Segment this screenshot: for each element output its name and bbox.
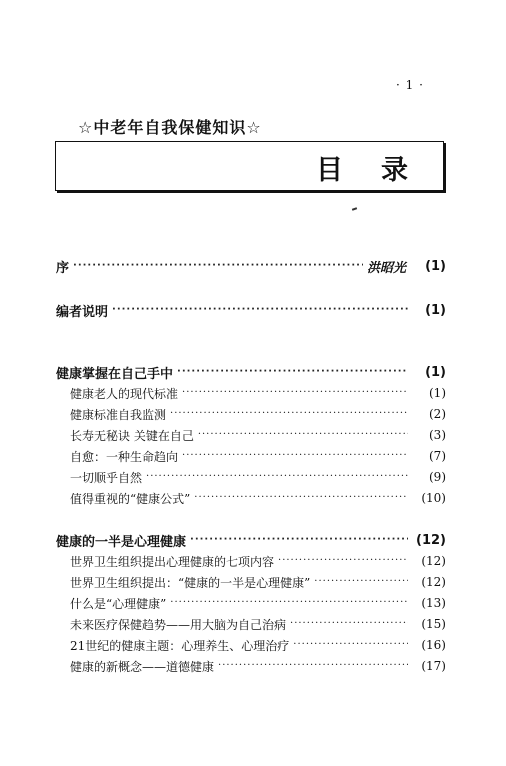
- toc-entry-label: 健康的新概念——道德健康: [70, 659, 215, 674]
- toc-section-entry: [70, 488, 446, 508]
- toc-section-entry: [70, 425, 446, 445]
- toc-entry-page: (2): [429, 407, 446, 421]
- toc-entry-page: (10): [421, 491, 446, 505]
- toc-entry-label: 世界卫生组织提出：“健康的一半是心理健康”: [70, 575, 311, 590]
- toc-section-entry: [70, 383, 446, 403]
- toc-entry-page: (15): [421, 617, 446, 631]
- toc-leader-dots: [73, 256, 363, 276]
- toc-leader-dots: [182, 446, 408, 466]
- toc-leader-dots: [293, 635, 408, 655]
- toc-entry-page: (1): [425, 302, 446, 318]
- toc-entry-page: (3): [429, 428, 446, 442]
- toc-leader-dots: [218, 656, 408, 676]
- toc-entry-page: (12): [421, 554, 446, 568]
- toc-entry-label: 编者说明: [56, 304, 109, 320]
- toc-section-entry: [70, 572, 446, 592]
- toc-entry-page: (7): [429, 449, 446, 463]
- toc-leader-dots: [290, 614, 408, 634]
- toc-leader-dots: [198, 425, 408, 445]
- toc-leader-dots: [182, 383, 408, 403]
- toc-section-entry: [70, 467, 446, 487]
- toc-entry-label: 值得重视的“健康公式”: [70, 491, 191, 506]
- toc-entry-label: 未来医疗保健趋势——用大脑为自己治病: [70, 617, 287, 632]
- toc-leader-dots: [112, 300, 408, 320]
- page-number: · 1 ·: [396, 78, 424, 92]
- toc-entry-label: 一切顺乎自然: [70, 470, 143, 485]
- toc-chapter-entry: [56, 256, 446, 276]
- toc-entry-label: 世界卫生组织提出心理健康的七项内容: [70, 554, 275, 569]
- toc-leader-dots: [170, 593, 408, 613]
- toc-section-entry: [70, 404, 446, 424]
- toc-chapter-entry: [56, 300, 446, 320]
- toc-section-entry: [70, 635, 446, 655]
- toc-entry-label: 自愈：一种生命趋向: [70, 449, 179, 464]
- toc-section-entry: [70, 446, 446, 466]
- toc-entry-page: (16): [421, 638, 446, 652]
- toc-title-box: [55, 141, 444, 191]
- toc-entry-page: (1): [425, 258, 446, 274]
- toc-leader-dots: [190, 530, 408, 550]
- toc-entry-page: (1): [429, 386, 446, 400]
- toc-section-entry: [70, 593, 446, 613]
- toc-leader-dots: [278, 551, 408, 571]
- ink-speck: [352, 207, 357, 211]
- toc-entry-label: 什么是“心理健康”: [70, 596, 167, 611]
- toc-section-entry: [70, 656, 446, 676]
- toc-leader-dots: [177, 362, 408, 382]
- toc-leader-dots: [146, 467, 408, 487]
- toc-chapter-entry: [56, 530, 446, 550]
- toc-entry-page: (17): [421, 659, 446, 673]
- toc-entry-label: 健康掌握在自己手中: [56, 366, 174, 382]
- toc-chapter-entry: [56, 362, 446, 382]
- toc-entry-author: 洪昭光: [366, 260, 406, 276]
- toc-entry-label: 健康标准自我监测: [70, 407, 167, 422]
- toc-entry-label: 长寿无秘诀 关键在自己: [70, 428, 194, 443]
- toc-title: 目录: [316, 155, 446, 186]
- toc-leader-dots: [194, 488, 408, 508]
- toc-section-entry: [70, 551, 446, 571]
- toc-entry-page: (13): [421, 596, 446, 610]
- toc-entry-label: 序: [56, 260, 70, 276]
- toc-leader-dots: [314, 572, 408, 592]
- toc-leader-dots: [170, 404, 408, 424]
- toc-entry-page: (12): [416, 532, 446, 548]
- toc-entry-page: (12): [421, 575, 446, 589]
- toc-entry-label: 21世纪的健康主题：心理养生、心理治疗: [70, 638, 290, 653]
- toc-entry-page: (9): [429, 470, 446, 484]
- toc-entry-label: 健康老人的现代标准: [70, 386, 179, 401]
- series-title: ☆中老年自我保健知识☆: [78, 118, 262, 137]
- toc-entry-label: 健康的一半是心理健康: [56, 534, 187, 550]
- toc-section-entry: [70, 614, 446, 634]
- toc-entry-page: (1): [425, 364, 446, 380]
